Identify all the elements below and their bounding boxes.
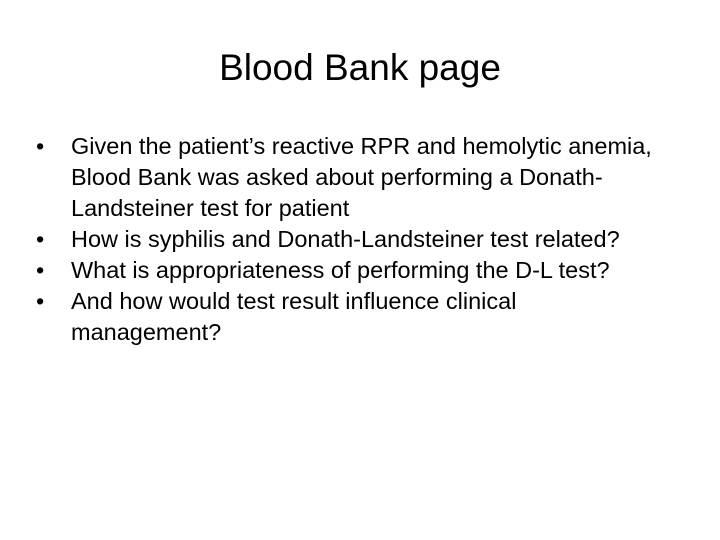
bullet-text: And how would test result influence clinical management? xyxy=(71,288,517,345)
bullet-icon: • xyxy=(36,288,45,314)
bullet-icon: • xyxy=(36,133,45,159)
bullet-item-syphilis-relation xyxy=(36,224,666,255)
bullet-text: How is syphilis and Donath-Landsteiner test related? xyxy=(71,226,620,252)
bullet-icon: • xyxy=(36,226,45,252)
bullet-icon: • xyxy=(36,257,45,283)
slide-title: Blood Bank page xyxy=(219,47,501,88)
bullet-item-appropriateness xyxy=(36,255,666,286)
bullet-item-clinical-management xyxy=(36,286,666,348)
bullet-item-given-patient xyxy=(36,131,666,224)
bullet-text: Given the patient’s reactive RPR and hemolytic anemia, Blood Bank was asked about performing a Donath-Landsteiner test for patient xyxy=(71,133,652,221)
bullet-text: What is appropriateness of performing the D-L test? xyxy=(71,257,610,283)
bullet-list xyxy=(36,131,666,348)
